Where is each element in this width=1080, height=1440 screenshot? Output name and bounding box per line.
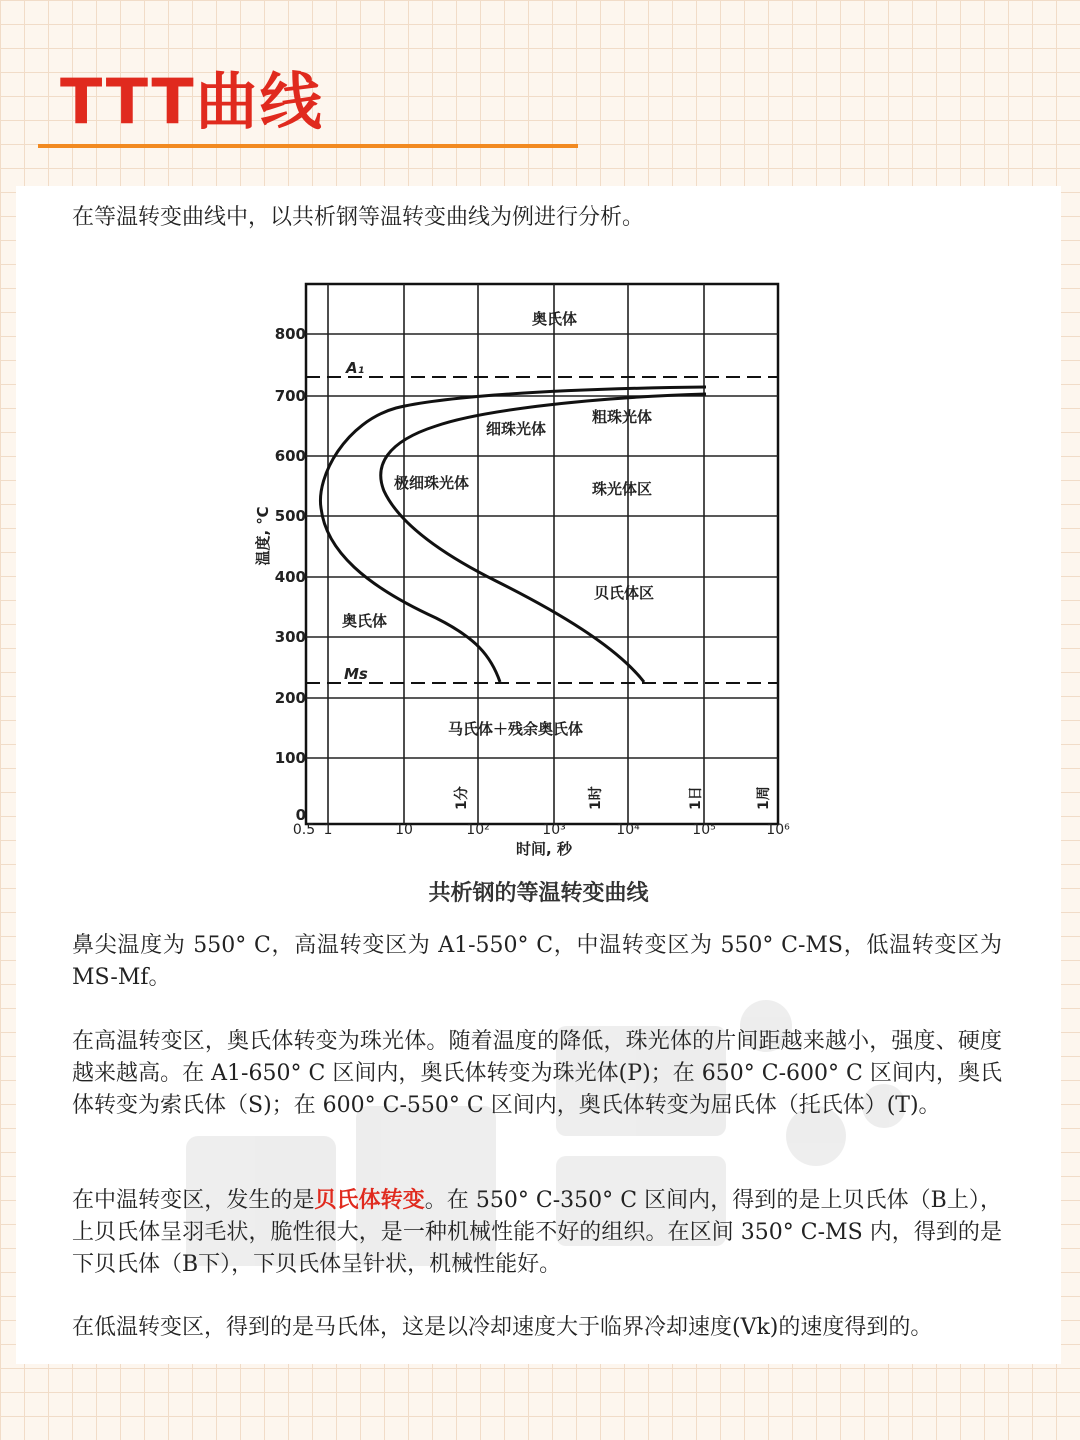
x-tick-1e3: 10³ (542, 822, 566, 838)
bainite-highlight: 贝氏体转变 (314, 1187, 425, 1213)
y-tick-300: 300 (274, 628, 306, 646)
figure-caption: 共析钢的等温转变曲线 (428, 880, 649, 906)
vertical-grid (328, 284, 704, 824)
region-martensite: 马氏体＋残余奥氏体 (448, 720, 584, 738)
paragraph-mid-temp (72, 1184, 1002, 1281)
title-underline (38, 144, 578, 148)
y-tick-600: 600 (274, 447, 306, 465)
intro-text: 在等温转变曲线中，以共析钢等温转变曲线为例进行分析。 (72, 205, 645, 230)
x-axis-label: 时间, 秒 (516, 840, 572, 858)
y-tick-400: 400 (274, 568, 306, 586)
y-axis-label: 温度, ℃ (254, 506, 272, 566)
paragraph-low-temp: 在低温转变区，得到的是马氏体，这是以冷却速度大于临界冷却速度(Vk)的速度得到的。 (72, 1315, 933, 1340)
region-pearlite-zone: 珠光体区 (592, 480, 653, 498)
y-tick-700: 700 (274, 387, 306, 405)
marker-1hour: 1时 (588, 786, 604, 810)
region-very-fine-pearlite: 极细珠光体 (394, 474, 470, 492)
horizontal-grid (306, 334, 778, 758)
content-card (16, 186, 1061, 1364)
marker-1week: 1周 (756, 786, 772, 810)
region-austenite-top: 奥氏体 (532, 310, 578, 328)
region-fine-pearlite: 细珠光体 (486, 420, 547, 438)
region-bainite-zone: 贝氏体区 (594, 584, 655, 602)
x-tick-1e2: 10² (466, 822, 490, 838)
paragraph-nose-temperature: 鼻尖温度为 550° C，高温转变区为 A1-550° C，中温转变区为 550° C-MS，低温转变区为 MS-Mf。 (72, 933, 1002, 990)
y-tick-100: 100 (274, 749, 306, 767)
ttt-diagram (16, 186, 1061, 886)
para3-before: 在中温转变区，发生的是 (72, 1188, 315, 1213)
ms-label: Ms (344, 665, 368, 683)
plot-frame (306, 284, 778, 824)
x-tick-1: 1 (323, 822, 333, 838)
para3-after: 。在 550° C-350° C 区间内，得到的是上贝氏体（B上），上贝氏体呈羽毛状，脆性很大，是一种机械性能不好的组织。在区间 350° C-MS 内，得到的是下贝氏体（B下），下贝氏体呈针状，机械性能好。 (72, 1188, 1002, 1277)
region-austenite-left: 奥氏体 (342, 612, 388, 630)
region-coarse-pearlite: 粗珠光体 (592, 408, 653, 426)
x-tick-1e4: 10⁴ (616, 822, 640, 838)
marker-1day: 1日 (688, 786, 704, 810)
y-tick-0: 0 (295, 806, 306, 824)
paragraph-high-temp: 在高温转变区，奥氏体转变为珠光体。随着温度的降低，珠光体的片间距越来越小，强度、硬度越来越高。在 A1-650° C 区间内，奥氏体转变为珠光体(P)；在 650° C-600° C 区间内，奥氏体转变为索氏体（S)；在 600° C-550° C 区间内，奥氏体转变为屈氏体（托氏体）(T)。 (72, 1029, 1002, 1118)
a1-label: A₁ (346, 359, 365, 377)
x-tick-0-5: 0.5 (292, 822, 316, 838)
x-tick-10: 10 (395, 822, 413, 838)
y-tick-500: 500 (274, 507, 306, 525)
y-tick-800: 800 (274, 325, 306, 343)
x-tick-1e5: 10⁵ (692, 822, 716, 838)
marker-1min: 1分 (454, 786, 470, 810)
page-title: TTT曲线 (60, 65, 324, 138)
y-tick-200: 200 (274, 689, 306, 707)
x-tick-1e6: 10⁶ (766, 822, 790, 838)
